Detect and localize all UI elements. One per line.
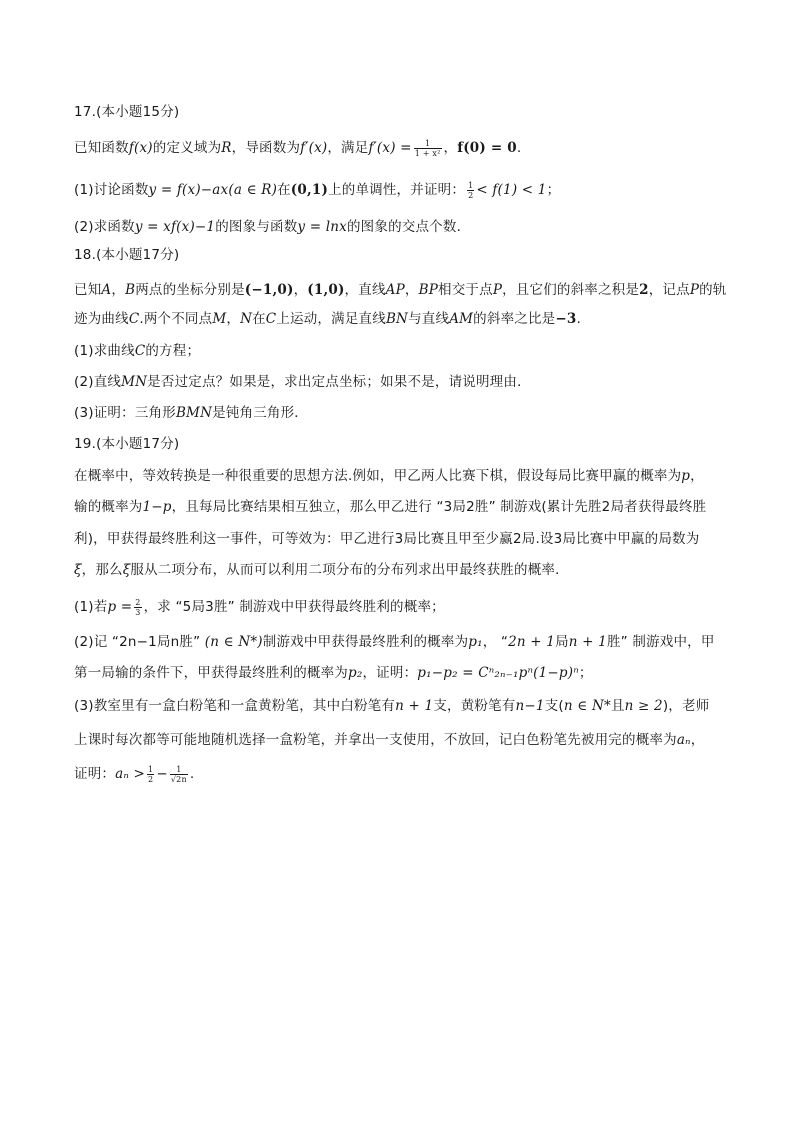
q19-part2-line2: 第一局输的条件下，甲获得最终胜利的概率为p₂，证明：p₁−p₂ = Cⁿ₂ₙ₋₁pⁿ(1−p)ⁿ； [74,665,593,681]
fraction: $\frac{1}{2}$ [468,180,474,200]
fraction: $\frac{1}{\text{1 + x²}}$ [414,138,441,158]
fraction: $\frac{2}{3}$ [135,597,141,617]
q19-part3-line2: 上课时每次都等可能地随机选择一盒粉笔，并拿出一支使用，不放回，记白色粉笔先被用完的概率为aₙ， [74,732,705,748]
q17-stem: 已知函数f(x)的定义域为R，导函数为f′(x)，满足f′(x) = $\frac{1}{\text{1 + x²}}$ ，f(0) = 0. [74,138,522,158]
q17-part1: (1)讨论函数y = f(x)−ax(a ∈ R)在(0,1)上的单调性，并证明： $\frac{1}{2}$ < f(1) < 1； [74,180,561,200]
q19-part3-line1: (3)教室里有一盒白粉笔和一盒黄粉笔，其中白粉笔有n + 1支，黄粉笔有n−1支(n ∈ N*且n ≥ 2)，老师 [74,698,710,714]
fraction: $\frac{1}{2}$ [148,764,154,784]
q18-stem-line2: 迹为曲线C.两个不同点M，N在C上运动，满足直线BN与直线AM的斜率之比是−3. [74,311,581,327]
q19-stem-line4: ξ，那么ξ服从二项分布，从而可以利用二项分布的分布列求出甲最终获胜的概率． [74,562,569,578]
q18-stem-line1: 已知A，B两点的坐标分别是(−1,0)，(1,0)，直线AP，BP相交于点P，且它们的斜率之积是2，记点P的轨 [74,282,727,298]
fraction: $\frac{1}{√2n}$ [170,764,187,784]
q17-header: 17.(本小题15分) [74,104,180,120]
q19-stem-line2: 输的概率为1−p，且每局比赛结果相互独立，那么甲乙进行 “3局2胜” 制游戏(累计先胜2局者获得最终胜 [74,499,707,515]
q18-part3: (3)证明：三角形BMN是钝角三角形． [74,405,308,421]
q19-part3-line3: 证明：aₙ > $\frac{1}{2}$ − $\frac{1}{√2n}$ . [74,764,195,784]
q17-part2: (2)求函数y = xf(x)−1的图象与函数y = lnx的图象的交点个数． [74,219,471,235]
q19-stem-line3: 利)，甲获得最终胜利这一事件，可等效为：甲乙进行3局比赛且甲至少赢2局.设3局比赛中甲赢的局数为 [74,531,700,547]
q18-header: 18.(本小题17分) [74,247,180,263]
q19-part2-line1: (2)记 “2n−1局n胜” (n ∈ N*)制游戏中甲获得最终胜利的概率为p₁， “2n + 1局n + 1胜” 制游戏中，甲 [74,634,715,650]
q19-header: 19.(本小题17分) [74,436,180,452]
q18-part1: (1)求曲线C的方程； [74,343,201,359]
q19-part1: (1)若p = $\frac{2}{3}$ ，求 “5局3胜” 制游戏中甲获得最终胜利的概率； [74,597,445,617]
q19-stem-line1: 在概率中，等效转换是一种很重要的思想方法.例如，甲乙两人比赛下棋，假设每局比赛甲赢的概率为p， [74,468,704,484]
q18-part2: (2)直线MN是否过定点？如果是，求出定点坐标；如果不是，请说明理由． [74,374,531,390]
